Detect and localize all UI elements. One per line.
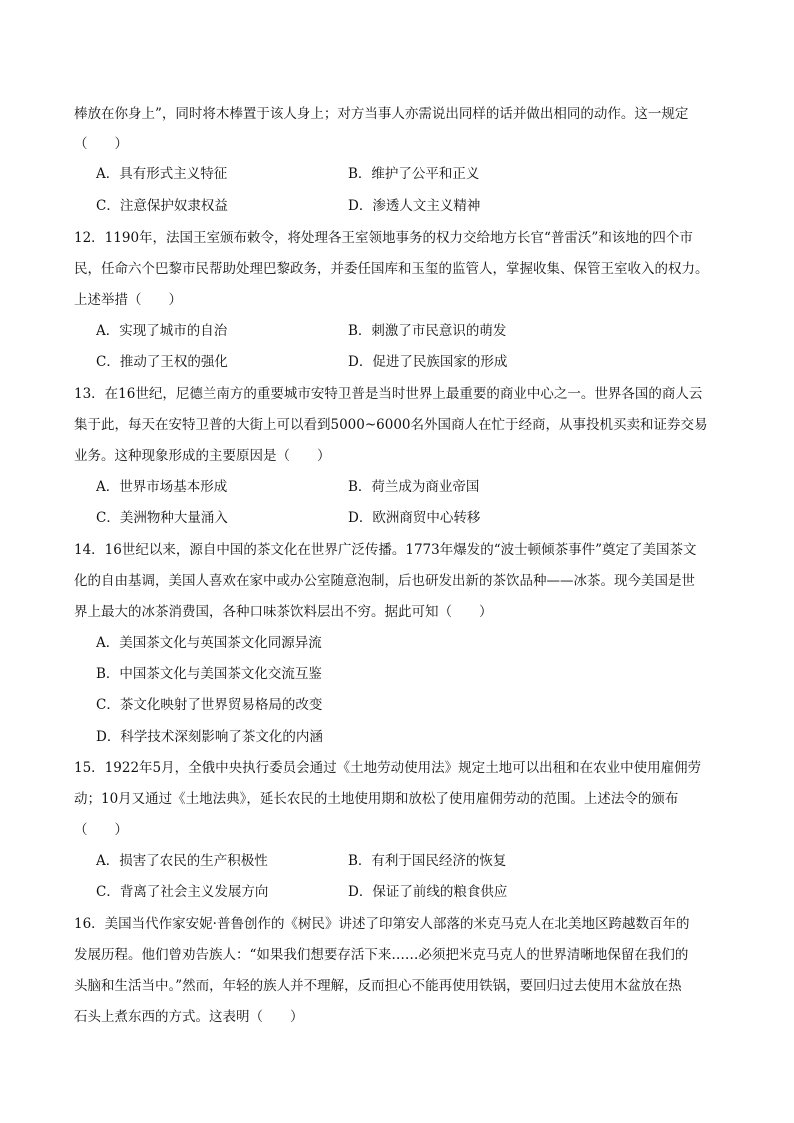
q15-option-a[interactable]: A．损害了农民的生产积极性 <box>96 853 268 869</box>
q11-option-a[interactable]: A．具有形式主义特征 <box>96 166 228 182</box>
q12-stem-line-1: 12．1190年，法国王室颁布敕令，将处理各王室领地事务的权力交给地方长官“普雷沃”和该地的四个市 <box>74 230 693 246</box>
q11-answer-blank: （ ） <box>74 136 128 152</box>
q12-option-a[interactable]: A．实现了城市的自治 <box>96 323 228 339</box>
q14-stem-line-2: 化的自由基调，美国人喜欢在家中或办公室随意泡制，后也研发出新的茶饮品种——冰茶。现今美国是世 <box>74 573 695 589</box>
q13-stem-line-2: 集于此，每天在安特卫普的大街上可以看到5000~6000名外国商人在忙于经商，从事投机买卖和证券交易 <box>74 417 708 433</box>
q11-stem-line-1: 棒放在你身上”，同时将木棒置于该人身上；对方当事人亦需说出同样的话并做出相同的动作。这一规定 <box>74 106 689 122</box>
q12-stem-line-3: 上述举措（ ） <box>74 292 182 308</box>
q15-stem-line-1: 15．1922年5月，全俄中央执行委员会通过《土地劳动使用法》规定土地可以出租和在农业中使用雇佣劳 <box>74 760 702 776</box>
q13-option-c[interactable]: C．美洲物种大量涌入 <box>96 510 228 526</box>
q13-stem-line-3: 业务。这种现象形成的主要原因是（ ） <box>74 448 331 464</box>
q13-option-a[interactable]: A．世界市场基本形成 <box>96 479 228 495</box>
q13-stem-line-1: 13．在16世纪，尼德兰南方的重要城市安特卫普是当时世界上最重要的商业中心之一。世界各国的商人云 <box>74 386 703 402</box>
q14-stem-line-1: 14．16世纪以来，源自中国的茶文化在世界广泛传播。1773年爆发的“波士顿倾茶事件”奠定了美国茶文 <box>74 542 697 558</box>
q11-option-d[interactable]: D．渗透人文主义精神 <box>348 198 481 214</box>
q12-option-c[interactable]: C．推动了王权的强化 <box>96 354 228 370</box>
q14-option-a[interactable]: A．美国茶文化与英国茶文化同源异流 <box>96 635 322 651</box>
q14-option-c[interactable]: C．茶文化映射了世界贸易格局的改变 <box>96 697 323 713</box>
q14-stem-line-3: 界上最大的冰茶消费国，各种口味茶饮料层出不穷。据此可知（ ） <box>74 604 493 620</box>
q12-stem-line-2: 民，任命六个巴黎市民帮助处理巴黎政务，并委任国库和玉玺的监管人，掌握收集、保管王室收入的权力。 <box>74 261 709 277</box>
q12-option-d[interactable]: D．促进了民族国家的形成 <box>348 354 508 370</box>
q14-option-d[interactable]: D．科学技术深刻影响了茶文化的内涵 <box>96 729 323 745</box>
q11-option-c[interactable]: C．注意保护奴隶权益 <box>96 198 228 214</box>
q14-option-b[interactable]: B．中国茶文化与美国茶文化交流互鉴 <box>96 666 322 682</box>
q13-option-b[interactable]: B．荷兰成为商业帝国 <box>348 479 480 495</box>
q13-option-d[interactable]: D．欧洲商贸中心转移 <box>348 510 481 526</box>
q16-stem-line-1: 16．美国当代作家安妮·普鲁创作的《树民》讲述了印第安人部落的米克马克人在北美地区跨越数百年的 <box>74 916 690 932</box>
q15-stem-line-3: （ ） <box>74 822 128 838</box>
q12-option-b[interactable]: B．刺激了市民意识的萌发 <box>348 323 507 339</box>
q15-stem-line-2: 动；10月又通过《土地法典》，延长农民的土地使用期和放松了使用雇佣劳动的范围。上述法令的颁布 <box>74 791 679 807</box>
q15-option-d[interactable]: D．保证了前线的粮食供应 <box>348 884 508 900</box>
q11-option-b[interactable]: B．维护了公平和正义 <box>348 166 480 182</box>
q15-option-b[interactable]: B．有利于国民经济的恢复 <box>348 853 507 869</box>
q16-stem-line-4: 石头上煮东西的方式。这表明（ ） <box>74 1009 304 1025</box>
q16-stem-line-2: 发展历程。他们曾劝告族人：“如果我们想要存活下来……必须把米克马克人的世界清晰地保留在我们的 <box>74 947 689 963</box>
q15-option-c[interactable]: C．背离了社会主义发展方向 <box>96 884 269 900</box>
q16-stem-line-3: 头脑和生活当中。”然而，年轻的族人并不理解，反而担心不能再使用铁锅，要回归过去使用木盆放在热 <box>74 978 682 994</box>
